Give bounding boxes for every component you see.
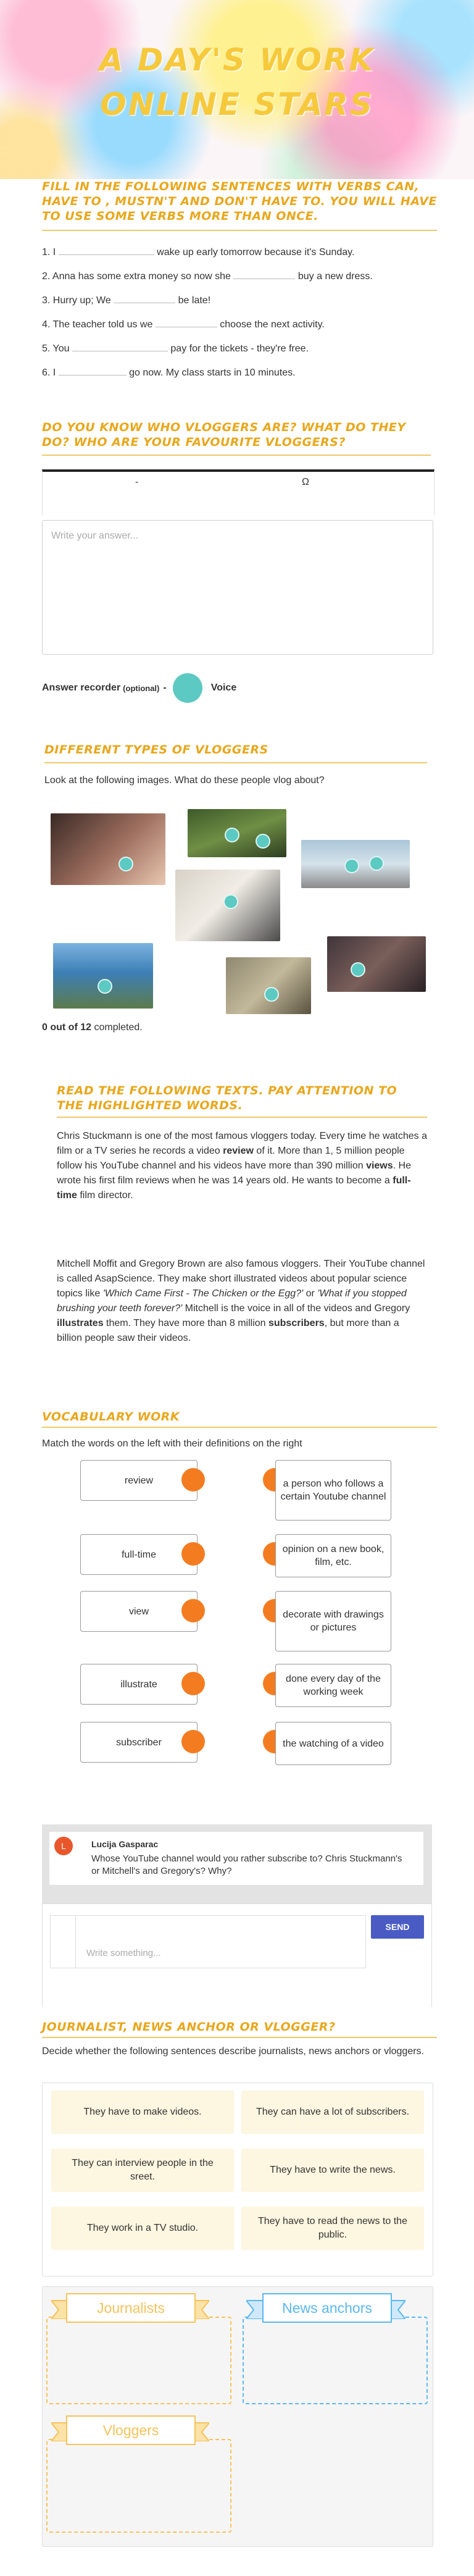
sort-card[interactable]: They have to read the news to the public. [241,2207,424,2250]
match-right-definition[interactable] [275,1591,391,1651]
sort-card[interactable]: They can have a lot of subscribers. [241,2091,424,2134]
sorting-section [30,2007,444,2563]
blank-input[interactable] [156,316,217,327]
match-connector-left[interactable] [181,1730,205,1753]
text-run: Mitchell is the voice in all of the videos and Gregory [182,1303,410,1314]
match-left-view[interactable] [80,1591,198,1632]
progress-suffix: completed. [94,1022,143,1033]
toolbar-minus-button[interactable]: - [135,477,139,487]
text-run: Mitchell Moffit and Gregory Brown are also famous vloggers. Their YouTube channel is called AsapScience. They make short illustrated videos about popular science topics like [57,1259,425,1299]
vlogger-image-gaming [188,809,286,857]
sentence-text: choose the next activity. [220,319,325,330]
bucket-area [42,2286,433,2547]
vlogger-image-music [226,957,311,1014]
text-run: them. They have more than 8 million [103,1318,268,1328]
hotspot-dot[interactable] [344,858,359,873]
blank-input[interactable] [72,340,168,351]
vlogger-image-skate [301,840,410,888]
discussion-board [42,1824,432,2017]
bucket-label-journalists: Journalists [66,2293,196,2323]
sort-card[interactable]: They have to write the news. [241,2149,424,2192]
bucket-journalists[interactable] [46,2317,231,2404]
hotspot-dot[interactable] [351,962,365,977]
text-run: . He wrote his first film reviews when he was 14 years old. He wants to become a [57,1160,411,1186]
sentence-text: 2. Anna has some extra money so now she [42,271,231,282]
sorting-title: JOURNALIST, NEWS ANCHOR OR VLOGGER? [42,2020,336,2034]
match-definition: opinion on a new book, film, etc. [282,1544,385,1567]
highlight-word: illustrates [57,1318,104,1328]
page-title: A DAY'S WORK [99,42,375,78]
hotspot-dot[interactable] [98,979,112,994]
sentence-5 [42,340,309,355]
match-left-subscriber[interactable] [80,1722,198,1763]
types-progress [42,1020,143,1035]
page-subtitle: ONLINE STARS [100,86,374,122]
sentence-3 [42,292,210,306]
card-pool [42,2083,433,2276]
sentence-text: wake up early tomorrow because it's Sunday. [157,247,355,258]
sort-card[interactable]: They have to make videos. [51,2091,234,2134]
fill-in-section [30,179,444,414]
sentence-text: buy a new dress. [297,271,373,282]
match-left-review[interactable] [80,1460,198,1501]
hotspot-dot[interactable] [225,828,239,842]
reading-title: READ THE FOLLOWING TEXTS. PAY ATTENTION TO THE HIGHLIGHTED WORDS. [57,1084,397,1112]
highlight-word: subscribers [268,1318,325,1328]
progress-count: 0 out of 12 [42,1022,92,1033]
text-run: film director. [77,1190,133,1201]
match-definition: decorate with drawings or pictures [283,1609,384,1633]
match-right-definition[interactable] [275,1460,391,1521]
input-gutter [75,1916,76,1968]
section-divider [44,762,427,763]
sentence-text: 5. You [42,343,70,354]
text-run: Chris Stuckmann is one of the most famous vloggers today. Every time he watches a film or a TV series he records a video [57,1131,427,1156]
recorder-label: Answer recorder [42,682,121,693]
reading-paragraph-1 [57,1129,427,1203]
section-divider [42,1427,437,1428]
match-right-definition[interactable] [275,1664,391,1707]
text-run: , but more than a billion people saw their videos. [57,1318,399,1343]
vocab-instruction: Match the words on the left with their definitions on the right [42,1438,302,1449]
sentence-text: go now. My class starts in 10 minutes. [129,367,296,378]
sentence-2 [42,267,373,282]
sorting-instruction: Decide whether the following sentences describe journalists, news anchors or vloggers. [42,2046,424,2057]
match-connector-left[interactable] [181,1542,205,1566]
match-word: full-time [121,1549,156,1560]
italic-run: 'What if you stopped brushing your teeth forever?' [57,1288,407,1314]
answer-placeholder: Write your answer... [51,531,139,541]
vlogger-image-beauty [51,813,165,885]
types-title: DIFFERENT TYPES OF VLOGGERS [44,743,268,757]
bucket-news-anchors[interactable] [243,2317,428,2404]
match-right-definition[interactable] [275,1534,391,1577]
reply-area [42,1903,432,2017]
vloggers-question-title: DO YOU KNOW WHO VLOGGERS ARE? WHAT DO THEY DO? WHO ARE YOUR FAVOURITE VLOGGERS? [42,421,406,449]
answer-recorder [42,673,236,703]
match-word: review [124,1475,154,1486]
recorder-dash: - [163,682,167,693]
hero-banner [0,0,474,179]
sentence-text: 3. Hurry up; We [42,295,111,306]
voice-record-button[interactable] [173,673,202,703]
blank-input[interactable] [59,243,154,255]
blank-input[interactable] [59,364,127,375]
post-question: Whose YouTube channel would you rather subscribe to? Chris Stuckmann's or Mitchell's and Gregory's? Why? [91,1853,402,1876]
match-left-illustrate[interactable] [80,1664,198,1705]
vlogger-types-section [30,735,444,1044]
vlogger-image-camera [175,870,280,941]
match-connector-left[interactable] [181,1468,205,1491]
hotspot-dot[interactable] [256,834,270,849]
types-instruction: Look at the following images. What do these people vlog about? [44,775,325,786]
match-definition: done every day of the working week [286,1674,381,1697]
fill-in-title: FILL IN THE FOLLOWING SENTENCES WITH VERBS CAN, HAVE TO , MUSTN'T AND DON'T HAVE TO. YOU WILL HAVE TO USE SOME VERBS MORE THAN ONCE. [42,180,437,223]
blank-input[interactable] [233,267,295,279]
toolbar-omega-button[interactable]: Ω [302,477,309,487]
match-definition: the watching of a video [283,1738,384,1749]
match-word: illustrate [120,1679,157,1690]
hotspot-dot[interactable] [118,857,133,871]
bucket-label-news-anchors: News anchors [262,2293,392,2323]
reply-placeholder: Write something... [86,1948,161,1958]
bucket-vloggers[interactable] [46,2439,231,2533]
vloggers-question-section [30,420,444,698]
match-connector-left[interactable] [181,1599,205,1622]
hotspot-dot[interactable] [369,856,384,871]
section-divider [42,2037,437,2038]
match-right-definition[interactable] [275,1722,391,1765]
sentence-text: pay for the tickets - they're free. [170,343,309,354]
section-divider [42,455,431,456]
recorder-optional: (optional) [123,683,160,693]
answer-textarea[interactable] [42,520,433,655]
blank-input[interactable] [114,292,175,303]
vocabulary-section [30,1402,444,1773]
sentence-text: 1. I [42,247,56,258]
reply-input[interactable] [50,1915,366,1968]
reading-paragraph-2 [57,1257,427,1346]
text-run: or [303,1288,318,1299]
sentence-4 [42,316,325,330]
discussion-post [49,1832,423,1885]
answer-toolbar [42,469,434,515]
vocab-title: VOCABULARY WORK [42,1410,180,1424]
send-button[interactable]: SEND [371,1915,424,1939]
sentence-1 [42,243,354,258]
vlogger-image-travel [53,943,153,1009]
hotspot-dot[interactable] [264,987,279,1002]
italic-run: 'Which Came First - The Chicken or the Egg?' [102,1288,304,1299]
highlight-word: review [223,1146,254,1156]
bucket-label-vloggers: Vloggers [66,2415,196,2445]
post-author: Lucija Gasparac [91,1839,159,1849]
sentence-6 [42,364,296,379]
sort-card[interactable]: They can interview people in the sreet. [51,2149,234,2192]
match-definition: a person who follows a certain Youtube channel [280,1479,386,1502]
sentence-text: 6. I [42,367,56,378]
sort-card[interactable]: They work in a TV studio. [51,2207,234,2250]
vlogger-image-tech [327,936,426,992]
avatar: L [54,1837,73,1855]
section-divider [42,230,437,231]
section-divider [57,1117,427,1118]
sentence-text: be late! [178,295,211,306]
match-word: subscriber [116,1737,162,1748]
voice-label: Voice [210,682,237,693]
match-word: view [128,1606,149,1617]
match-left-full-time[interactable] [80,1534,198,1575]
text-run: of it. More than 1, 5 million people follow his YouTube channel and his videos have more than 390 million [57,1146,405,1171]
reading-section [30,1075,444,1371]
hotspot-dot[interactable] [223,894,238,909]
highlight-word: full-time [57,1175,411,1201]
highlight-word: views [366,1160,393,1171]
match-connector-left[interactable] [181,1672,205,1695]
sentence-text: 4. The teacher told us we [42,319,153,330]
